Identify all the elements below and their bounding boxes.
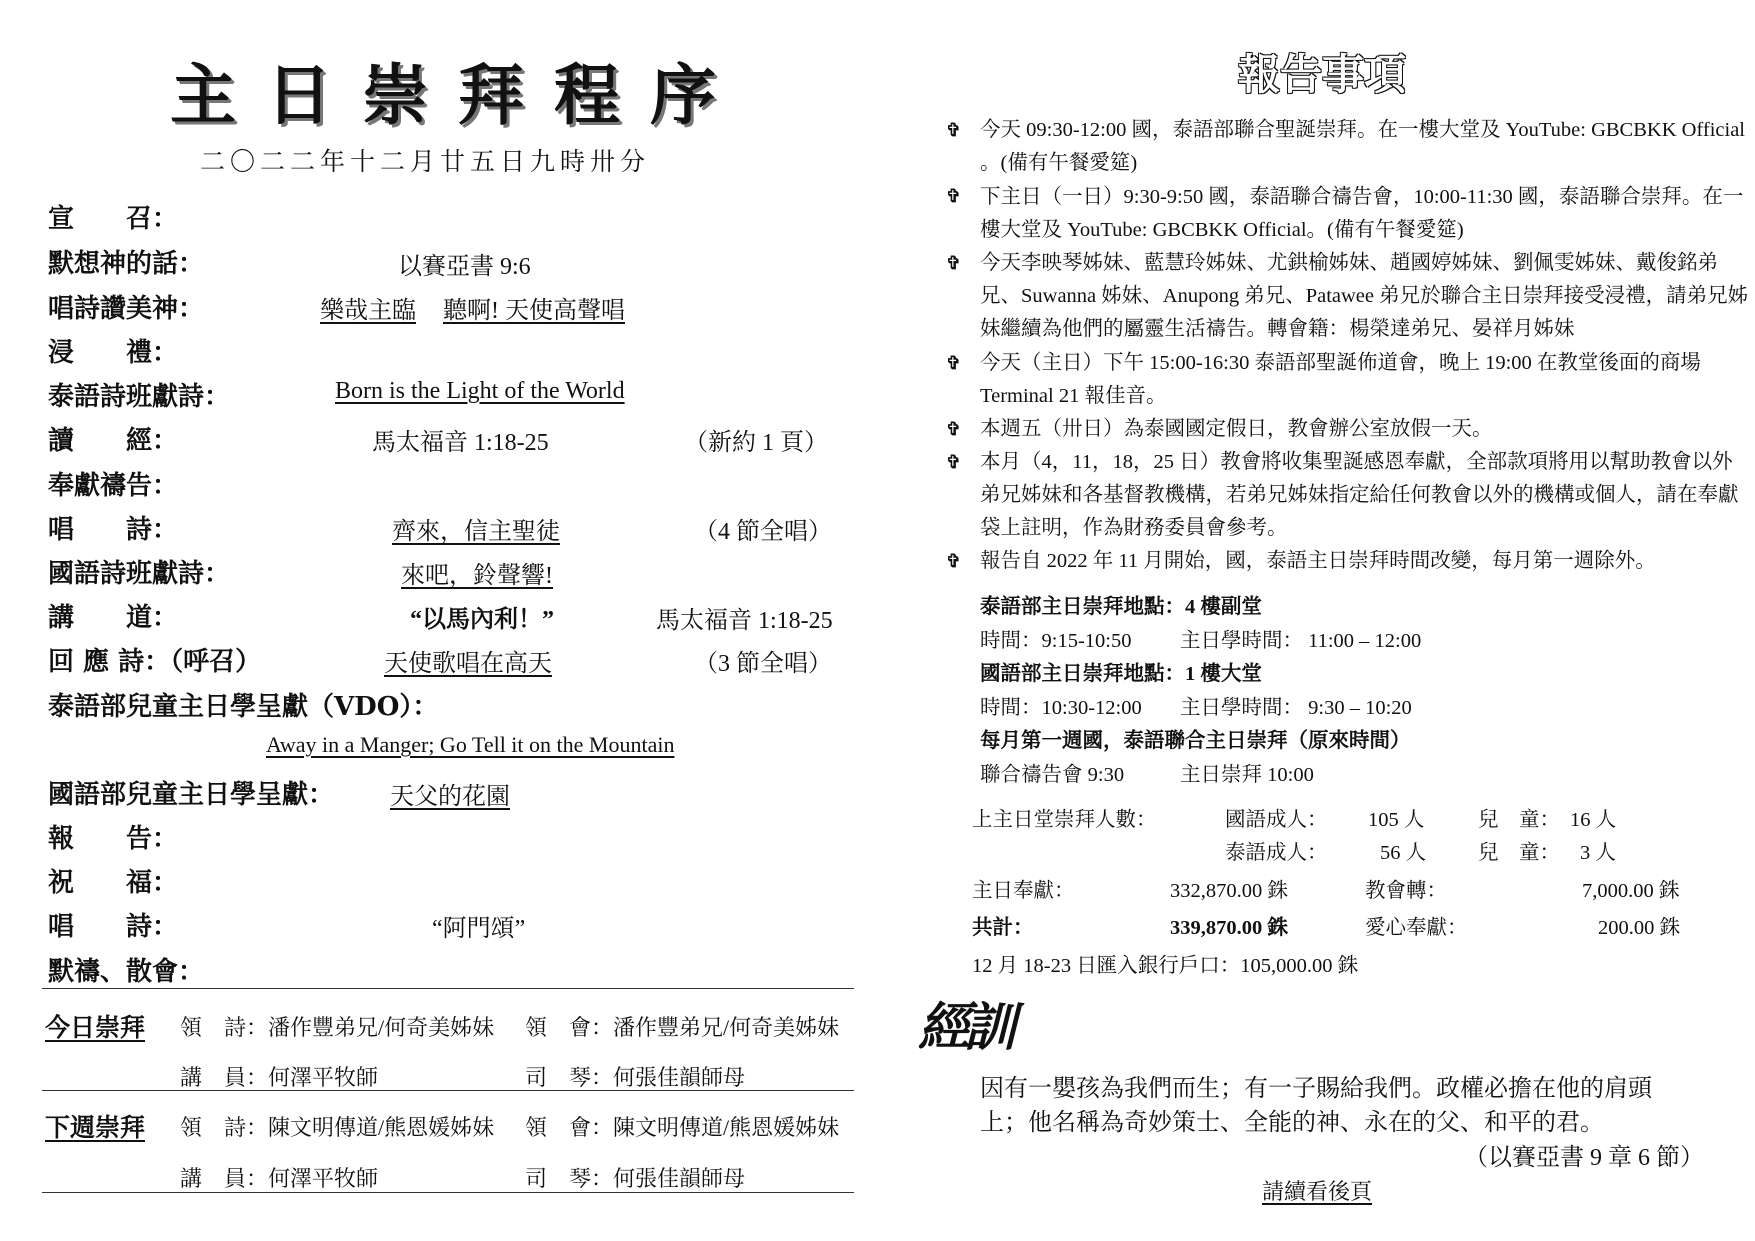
mandarin-child-label: 兒 童：: [1478, 809, 1560, 831]
item-dismiss: 默禱、散會：: [48, 957, 205, 987]
mandarin-choir-value: 來吧，鈴聲響!: [401, 563, 553, 589]
item-call: 宣 召：: [48, 204, 179, 234]
hymn-value: 齊來，信主聖徒: [392, 519, 560, 545]
thai-choir-value: Born is the Light of the World: [335, 378, 625, 404]
announcement-item: 報告自 2022 年 11 月開始，國，泰語主日崇拜時間改變，每月第一週除外。: [980, 550, 1656, 572]
announcement-item: 本月（4，11，18，25 日）教會將收集聖誕感恩奉獻，全部款項將用以幫助教會以外弟兄姊妹和各基督教機構，若弟兄姊妹指定給任何教會以外的機構或個人，請在奉獻袋上註明，作為財務委員會參考。: [980, 451, 1739, 539]
verse-title: 經訓: [918, 997, 1011, 1058]
announcements-title: 報告事項: [1238, 50, 1407, 99]
page-title: 主日崇拜程序: [170, 56, 746, 134]
verse-reference: （以賽亞書 9 章 6 節）: [1464, 1145, 1704, 1171]
meditate-value: 以賽亞書 9:6: [398, 254, 531, 280]
response-note: （3 節全唱）: [694, 651, 832, 677]
verse-line-2: 上；他名稱為奇妙策士、全能的神、永在的父、和平的君。: [980, 1110, 1604, 1136]
offering-label: 主日奉獻：: [972, 880, 1075, 902]
item-mandarin-choir: 國語詩班獻詩：: [48, 559, 231, 589]
mandarin-sunday-school: 主日學時間： 9:30 – 10:20: [1180, 697, 1412, 719]
thai-adult-count: 56 人: [1380, 842, 1427, 864]
cross-icon: ✞: [946, 186, 962, 207]
item-thai-kids: 泰語部兒童主日學呈獻（VDO）：: [48, 692, 439, 722]
cross-icon: ✞: [946, 419, 962, 440]
next-worship-leader: 領 會：陳文明傳道/熊恩媛姊妹: [525, 1115, 840, 1140]
total-amount: 339,870.00 銖: [1170, 917, 1288, 939]
mandarin-adult-count: 105 人: [1368, 809, 1425, 831]
cross-icon: ✞: [946, 551, 962, 572]
next-heading: 下週崇拜: [45, 1113, 146, 1142]
cross-icon: ✞: [946, 452, 962, 473]
announcement-item: 本週五（卅日）為泰國國定假日，教會辦公室放假一天。: [980, 418, 1493, 440]
item-praise: 唱詩讚美神：: [48, 294, 205, 324]
praise-song-1: 樂哉主臨: [320, 298, 416, 324]
transfer-amount: 7,000.00 銖: [1582, 880, 1680, 902]
sermon-title: “以馬內利！”: [410, 607, 554, 633]
continue-link: 請續看後頁: [1262, 1179, 1373, 1204]
item-baptism: 浸 禮：: [48, 338, 179, 368]
thai-location: 泰語部主日崇拜地點：4 樓副堂: [980, 596, 1262, 618]
verse-line-1: 因有一嬰孩為我們而生；有一子賜給我們。政權必擔在他的肩頭: [980, 1076, 1652, 1102]
mandarin-location: 國語部主日崇拜地點：1 樓大堂: [980, 663, 1262, 685]
divider: [42, 1090, 854, 1091]
reading-note: （新約 1 頁）: [684, 430, 828, 456]
cross-icon: ✞: [946, 120, 962, 141]
item-reading: 讀 經：: [48, 426, 179, 456]
today-song-leader: 領 詩：潘作豐弟兄/何奇美姊妹: [180, 1015, 495, 1040]
mandarin-adult-label: 國語成人：: [1225, 809, 1328, 831]
item-closing-hymn: 唱 詩：: [48, 912, 179, 942]
attendance-label: 上主日堂崇拜人數：: [972, 809, 1157, 831]
cross-icon: ✞: [946, 253, 962, 274]
joint-prayer: 聯合禱告會 9:30: [980, 764, 1125, 786]
announcement-item: 今天 09:30-12:00 國，泰語部聯合聖誕崇拜。在一樓大堂及 YouTube: GBCBKK Official 。(備有午餐愛筵): [980, 119, 1745, 174]
announcement-item: 下主日（一日）9:30-9:50 國，泰語聯合禱告會，10:00-11:30 國，泰語聯合崇拜。在一樓大堂及 YouTube: GBCBKK Official。(備有午餐愛筵): [980, 186, 1744, 241]
reading-value: 馬太福音 1:18-25: [372, 430, 549, 456]
next-pianist: 司 琴：何張佳韻師母: [525, 1166, 746, 1191]
item-sermon: 講 道：: [48, 603, 179, 633]
today-speaker: 講 員：何澤平牧師: [180, 1065, 379, 1090]
divider: [42, 1192, 854, 1193]
total-label: 共計：: [972, 917, 1034, 939]
thai-sunday-school: 主日學時間： 11:00 – 12:00: [1180, 630, 1422, 652]
item-response: 回 應 詩：（呼召）: [48, 647, 262, 677]
today-worship-leader: 領 會：潘作豐弟兄/何奇美姊妹: [525, 1015, 840, 1040]
item-hymn: 唱 詩：: [48, 515, 179, 545]
next-song-leader: 領 詩：陳文明傳道/熊恩媛姊妹: [180, 1115, 495, 1140]
praise-song-2: 聽啊! 天使高聲唱: [443, 298, 625, 324]
today-pianist: 司 琴：何張佳韻師母: [525, 1065, 746, 1090]
bank-remittance: 12 月 18-23 日匯入銀行戶口：105,000.00 銖: [972, 955, 1359, 977]
item-meditate: 默想神的話：: [48, 249, 205, 279]
next-speaker: 講 員：何澤平牧師: [180, 1166, 379, 1191]
item-mandarin-kids: 國語部兒童主日學呈獻：: [48, 780, 335, 810]
divider: [42, 988, 854, 989]
transfer-label: 教會轉：: [1365, 880, 1447, 902]
item-report: 報 告：: [48, 824, 179, 854]
today-heading: 今日崇拜: [45, 1013, 146, 1042]
sermon-ref: 馬太福音 1:18-25: [656, 608, 833, 634]
offering-amount: 332,870.00 銖: [1170, 880, 1288, 902]
item-thai-choir: 泰語詩班獻詩：: [48, 382, 231, 412]
service-date: 二〇二二年十二月廿五日九時卅分: [200, 147, 651, 176]
first-week-note: 每月第一週國，泰語聯合主日崇拜（原來時間）: [980, 730, 1411, 752]
thai-kids-value: Away in a Manger; Go Tell it on the Mountain: [266, 732, 675, 757]
thai-child-count: 3 人: [1580, 842, 1616, 864]
item-bless: 祝 福：: [48, 868, 179, 898]
hymn-note: （4 節全唱）: [694, 519, 832, 545]
response-value: 天使歌唱在高天: [384, 651, 552, 677]
joint-worship: 主日崇拜 10:00: [1180, 764, 1314, 786]
closing-hymn-value: “阿門頌”: [432, 916, 526, 942]
mandarin-kids-value: 天父的花園: [390, 784, 510, 810]
thai-adult-label: 泰語成人：: [1225, 842, 1328, 864]
love-offering-label: 愛心奉獻：: [1365, 917, 1468, 939]
announcement-item: 今天李映琴姊妹、藍慧玲姊妹、尤鉷榆姊妹、趙國婷姊妹、劉佩雯姊妹、戴俊銘弟兄、Suwanna 姊妹、Anupong 弟兄、Patawee 弟兄於聯合主日崇拜接受浸禮，請弟兄姊妹繼續為他們的屬靈生活禱告。轉會籍：楊榮達弟兄、晏祥月姊妹: [980, 252, 1749, 340]
mandarin-time: 時間：10:30-12:00: [980, 697, 1142, 719]
item-offering-prayer: 奉獻禱告：: [48, 471, 179, 501]
cross-icon: ✞: [946, 353, 962, 374]
mandarin-child-count: 16 人: [1570, 809, 1617, 831]
thai-time: 時間：9:15-10:50: [980, 630, 1132, 652]
announcement-item: 今天（主日）下午 15:00-16:30 泰語部聖誕佈道會，晚上 19:00 在教堂後面的商場 Terminal 21 報佳音。: [980, 352, 1701, 407]
thai-child-label: 兒 童：: [1478, 842, 1560, 864]
love-offering-amount: 200.00 銖: [1598, 917, 1680, 939]
